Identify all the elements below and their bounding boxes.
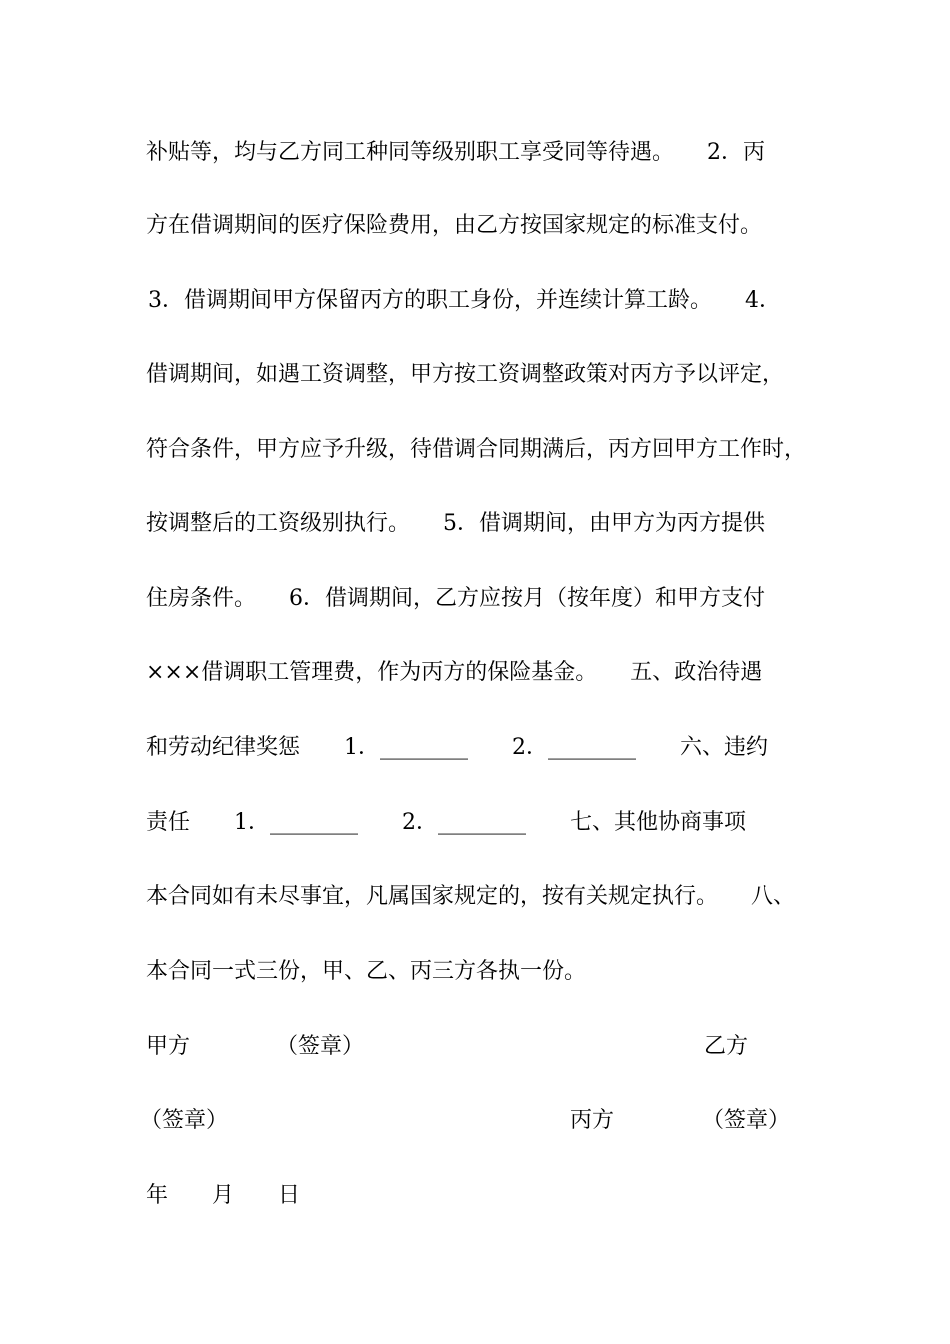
party-a-seal: （签章）	[276, 1034, 365, 1059]
text-line-4: 借调期间，如遇工资调整，甲方按工资调整政策对丙方予以评定，	[146, 362, 785, 387]
party-b-seal: （签章）	[140, 1108, 229, 1133]
party-c-seal: （签章）	[702, 1108, 791, 1133]
date-day: 日	[278, 1183, 301, 1208]
party-b-label: 乙方	[704, 1034, 749, 1059]
text-line-5: 符合条件，甲方应予升级，待借调合同期满后，丙方回甲方工作时，	[146, 437, 807, 462]
text-line-9: 和劳动纪律奖惩 1．________ 2．________ 六、违约	[146, 735, 768, 760]
text-line-3: 3．借调期间甲方保留丙方的职工身份，并连续计算工龄。 4．	[148, 288, 781, 313]
date-month: 月	[212, 1183, 235, 1208]
text-line-12: 本合同一式三份，甲、乙、丙三方各执一份。	[146, 959, 587, 984]
text-line-11: 本合同如有未尽事宜，凡属国家规定的，按有关规定执行。 八、	[146, 884, 796, 909]
party-a-label: 甲方	[146, 1034, 191, 1059]
text-line-2: 方在借调期间的医疗保险费用，由乙方按国家规定的标准支付。	[146, 213, 763, 238]
text-line-10: 责任 1．________ 2．________ 七、其他协商事项	[146, 810, 746, 835]
text-line-1: 补贴等，均与乙方同工种同等级别职工享受同等待遇。 2．丙	[146, 140, 765, 165]
text-line-8: ×××借调职工管理费，作为丙方的保险基金。 五、政治待遇	[146, 660, 763, 685]
date-year: 年	[146, 1183, 169, 1208]
text-line-7: 住房条件。 6．借调期间，乙方应按月（按年度）和甲方支付	[146, 586, 765, 611]
party-c-label: 丙方	[570, 1108, 615, 1133]
text-line-6: 按调整后的工资级别执行。 5．借调期间，由甲方为丙方提供	[146, 511, 765, 536]
